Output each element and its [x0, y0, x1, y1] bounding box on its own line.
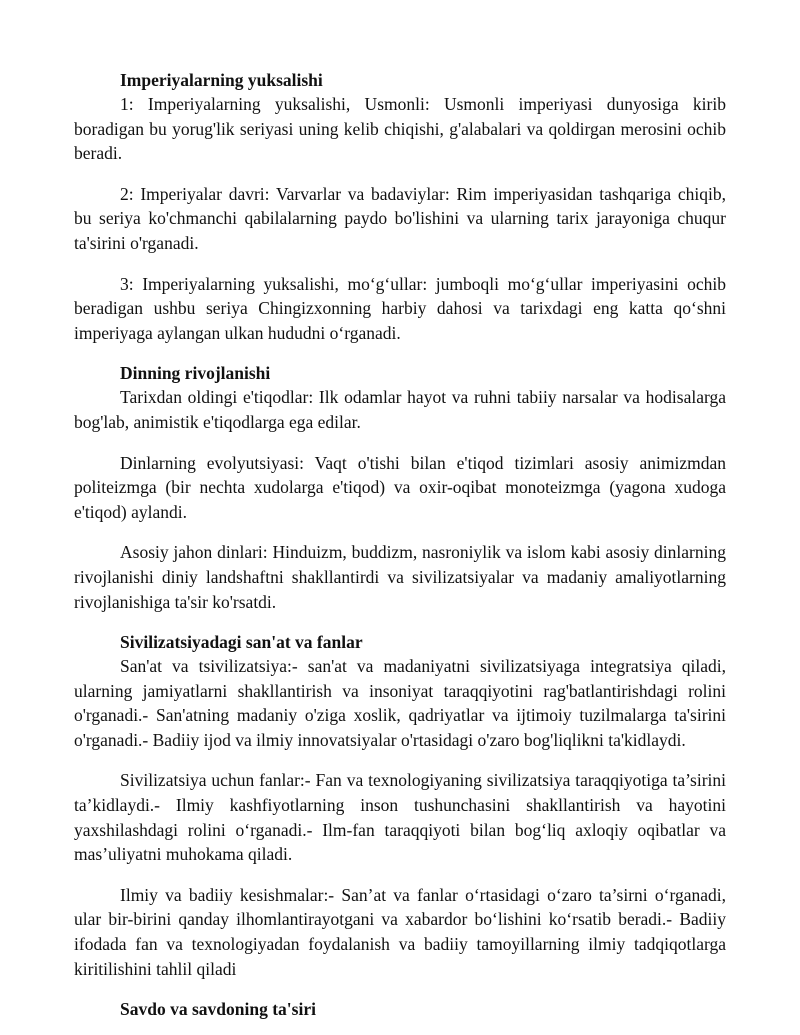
section-religion — [74, 361, 726, 614]
paragraph: Asosiy jahon dinlari: Hinduizm, buddizm, nasroniylik va islom kabi asosiy dinlarning rivojlanishi diniy landshaftni shakllantirdi va sivilizatsiyalar va madaniy amaliyotlarning rivojlanishiga ta'sir ko'rsatdi. — [74, 542, 726, 612]
paragraph: San'at va tsivilizatsiya:- san'at va madaniyatni sivilizatsiyaga integratsiya qiladi, ularning jamiyatlarni shakllantirish va insoniyat taraqqiyotini rag'batlantirishdagi rolini o'rganadi.- San'atning madaniy o'ziga xoslik, qadriyatlar va ijtimoiy tuzilmalarga ta'sirini o'rganadi.- Badiiy ijod va ilmiy innovatsiyalar o'rtasidagi o'zaro bog'liqlikni ta'kidlaydi. — [74, 656, 726, 750]
paragraph: Dinlarning evolyutsiyasi: Vaqt o'tishi bilan e'tiqod tizimlari asosiy animizmdan politeizmga (bir nechta xudolarga e'tiqod) va oxir-oqibat monoteizmga (yagona xudoga e'tiqod) aylandi. — [74, 452, 726, 522]
section-heading: Savdo va savdoning ta'siri — [120, 999, 316, 1020]
section-heading: Dinning rivojlanishi — [120, 363, 271, 384]
section-heading: Sivilizatsiyadagi san'at va fanlar — [120, 632, 363, 653]
section-arts-sciences — [74, 630, 726, 981]
paragraph: Ilmiy va badiiy kesishmalar:- San’at va fanlar o‘rtasidagi o‘zaro ta’sirni o‘rganadi, ular bir-birini qanday ilhomlantirayotgani va xabardor bo‘lishini ko‘rsatib beradi.- Badiiy ifodada fan va texnologiyadan foydalanish va badiiy tamoyillarning ilmiy tadqiqotlarga kiritilishini tahlil qiladi — [74, 884, 726, 979]
section-trade — [74, 997, 726, 1021]
paragraph: Sivilizatsiya uchun fanlar:- Fan va texnologiyaning sivilizatsiya taraqqiyotiga ta’sirini ta’kidlaydi.- Ilmiy kashfiyotlarning inson tushunchasini shakllantirish va hayotini yaxshilashdagi rolini o‘rganadi.- Ilm-fan taraqqiyoti bilan bog‘liq axloqiy oqibatlar va mas’uliyatni muhokama qiladi. — [74, 770, 726, 865]
section-empires — [74, 68, 726, 345]
paragraph: Tarixdan oldingi e'tiqodlar: Ilk odamlar hayot va ruhni tabiiy narsalar va hodisalarga bog'lab, animistik e'tiqodlarga ega edilar. — [74, 387, 726, 432]
paragraph: 2: Imperiyalar davri: Varvarlar va badaviylar: Rim imperiyasidan tashqariga chiqib, bu seriya ko'chmanchi qabilalarning paydo bo'lishini va ularning tarix jarayoniga chuqur ta'sirini o'rganadi. — [74, 183, 726, 253]
paragraph: 3: Imperiyalarning yuksalishi, mo‘g‘ullar: jumboqli mo‘g‘ullar imperiyasini ochib beradigan ushbu seriya Chingizxonning harbiy dahosi va tarixdagi eng katta qo‘shni imperiyaga aylangan ulkan hududni o‘rganadi. — [74, 273, 726, 343]
paragraph: 1: Imperiyalarning yuksalishi, Usmonli: Usmonli imperiyasi dunyosiga kirib boradigan bu yorug'lik seriyasi uning kelib chiqishi, g'alabalari va qoldirgan merosini ochib beradi. — [74, 94, 726, 164]
section-heading: Imperiyalarning yuksalishi — [120, 70, 323, 90]
